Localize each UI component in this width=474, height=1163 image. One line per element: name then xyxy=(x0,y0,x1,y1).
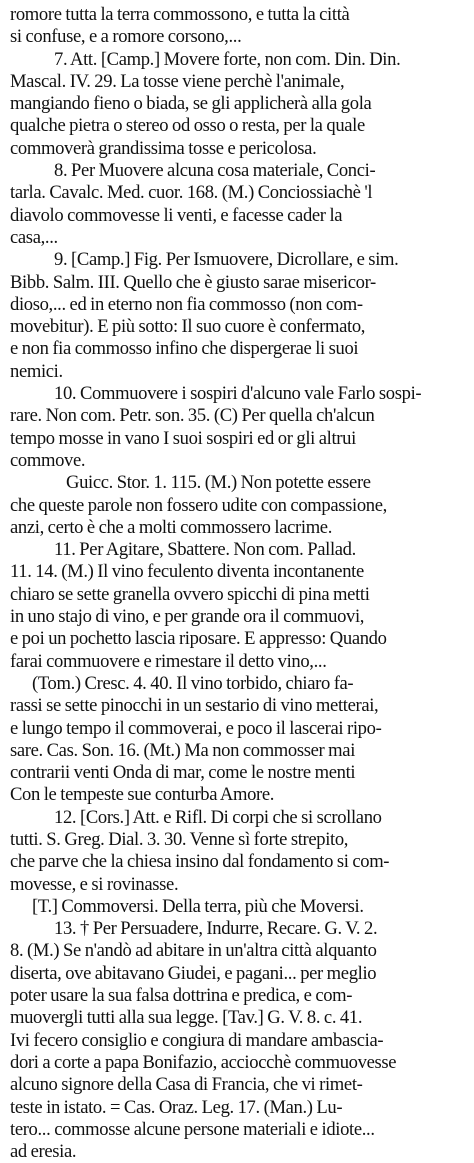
text-line: movesse, e si rovinasse. xyxy=(10,873,179,895)
text-line: anzi, certo è che a molti commossero lacrime. xyxy=(10,516,333,538)
text-line: dioso,... ed in eterno non fia commosso (non com- xyxy=(10,293,363,315)
text-line: sare. Cas. Son. 16. (Mt.) Ma non commosser mai xyxy=(10,739,356,761)
text-line: tempo mosse in vano I suoi sospiri ed or gli altrui xyxy=(10,427,356,449)
text-line: mangiando fieno o biada, se gli applicherà alla gola xyxy=(10,93,372,115)
citation-line: [T.] Commoversi. Della terra, più che Moversi. xyxy=(32,895,364,917)
text-line: qualche pietra o stereo od osso o resta, per la quale xyxy=(10,115,365,137)
text-line: tero... commosse alcune persone materiali e idiote... xyxy=(10,1118,375,1140)
text-line: commove. xyxy=(10,449,86,471)
sense-heading-line: 9. [Camp.] Fig. Per Ismuovere, Dicrollare, e sim. xyxy=(54,249,399,271)
text-line: rare. Non com. Petr. son. 35. (C) Per quella ch'alcun xyxy=(10,405,375,427)
citation-line: Guicc. Stor. 1. 115. (M.) Non potette essere xyxy=(66,472,371,494)
text-line: si confuse, e a romore corsono,... xyxy=(10,26,242,48)
text-line: casa,... xyxy=(10,226,58,248)
text-line: commoverà grandissima tosse e pericolosa. xyxy=(10,137,317,159)
text-line: rassi se sette pinocchi in un sestario di vino metterai, xyxy=(10,695,379,717)
text-line: nemici. xyxy=(10,360,63,382)
text-line: tutti. S. Greg. Dial. 3. 30. Venne sì forte strepito, xyxy=(10,828,349,850)
text-line: e lungo tempo il commoverai, e poco il lascerai ripo- xyxy=(10,717,382,739)
text-line: che queste parole non fossero udite con compassione, xyxy=(10,494,387,516)
text-line: Bibb. Salm. III. Quello che è giusto sarae misericor- xyxy=(10,271,376,293)
sense-heading-line: 10. Commuovere i sospiri d'alcuno vale Farlo sospi- xyxy=(54,383,422,405)
text-line: diserta, ove abitavano Giudei, e pagani... per meglio xyxy=(10,962,377,984)
text-line: diavolo commovesse li venti, e facesse cader la xyxy=(10,204,343,226)
sense-heading-line: 7. Att. [Camp.] Movere forte, non com. Din. Din. xyxy=(54,48,401,70)
text-line: Ivi fecero consiglio e congiura di mandare ambascia- xyxy=(10,1029,384,1051)
text-line: Con le tempeste sue conturba Amore. xyxy=(10,784,275,806)
text-line: alcuno signore della Casa di Francia, che vi rimet- xyxy=(10,1074,363,1096)
text-line: teste in istato. = Cas. Oraz. Leg. 17. (Man.) Lu- xyxy=(10,1096,343,1118)
sense-heading-line: 8. Per Muovere alcuna cosa materiale, Conci- xyxy=(54,160,376,182)
text-line: dori a corte a papa Bonifazio, acciocchè commuovesse xyxy=(10,1051,397,1073)
text-line: contrarii venti Onda di mar, come le nostre menti xyxy=(10,762,356,784)
text-line: movebitur). E più sotto: Il suo cuore è confermato, xyxy=(10,316,366,338)
citation-line: (Tom.) Cresc. 4. 40. Il vino torbido, chiaro fa- xyxy=(32,672,354,694)
text-line: in uno stajo di vino, e per grande ora il commuovi, xyxy=(10,606,365,628)
text-line: poter usare la sua falsa dottrina e predica, e com- xyxy=(10,985,353,1007)
entry-text-column xyxy=(10,4,468,1163)
text-line: muovergli tutti alla sua legge. [Tav.] G. V. 8. c. 41. xyxy=(10,1007,363,1029)
sense-heading-line: 13. † Per Persuadere, Indurre, Recare. G. V. 2. xyxy=(54,918,378,940)
text-line: 8. (M.) Se n'andò ad abitare in un'altra città alquanto xyxy=(10,940,377,962)
text-line: e poi un pochetto lascia riposare. E appresso: Quando xyxy=(10,628,387,650)
text-line: ad eresia. xyxy=(10,1141,77,1163)
text-line: che parve che la chiesa insino dal fondamento si com- xyxy=(10,851,390,873)
text-line: e non fia commosso infino che dispergerae li suoi xyxy=(10,338,359,360)
text-line: chiaro se sette granella ovvero spicchi di pina metti xyxy=(10,583,370,605)
sense-heading-line: 12. [Cors.] Att. e Rifl. Di corpi che si scrollano xyxy=(54,806,382,828)
text-line: Mascal. IV. 29. La tosse viene perchè l'animale, xyxy=(10,70,345,92)
sense-heading-line: 11. Per Agitare, Sbattere. Non com. Pallad. xyxy=(54,539,356,561)
text-line: romore tutta la terra commossono, e tutta la città xyxy=(10,4,350,25)
text-line: farai commuovere e rimestare il detto vino,... xyxy=(10,650,327,672)
text-line: 11. 14. (M.) Il vino feculento diventa incontanente xyxy=(10,561,364,583)
text-line: tarla. Cavalc. Med. cuor. 168. (M.) Conciossiachè 'l xyxy=(10,182,373,204)
